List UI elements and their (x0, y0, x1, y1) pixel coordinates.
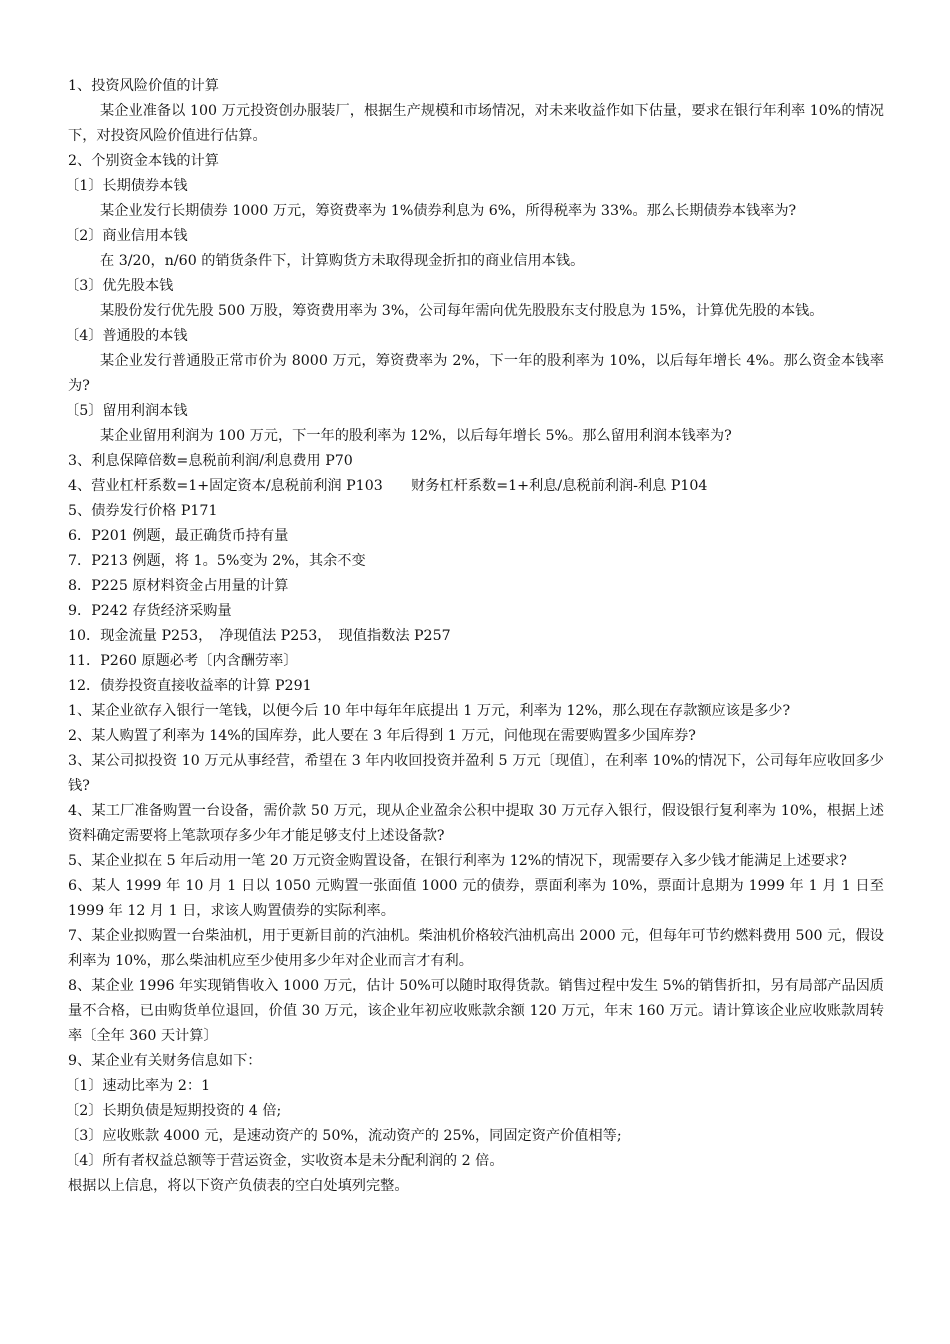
exercise-item: 6、某人 1999 年 10 月 1 日以 1050 元购置一张面值 1000 元的债券，票面利率为 10%，票面计息期为 1999 年 1 月 1 日至 1999 年 12 月 1 日，求该人购置债券的实际利率。 (68, 878, 884, 919)
instruction: 根据以上信息，将以下资产负债表的空白处填列完整。 (68, 1178, 409, 1194)
list-item: 9．P242 存货经济采购量 (68, 603, 232, 619)
condition-item: 〔4〕所有者权益总额等于营运资金，实收资本是未分配利润的 2 倍。 (65, 1153, 504, 1169)
paragraph: 某企业发行长期债券 1000 万元，筹资费率为 1%债券利息为 6%，所得税率为 33%。那么长期债券本钱率为? (100, 203, 797, 219)
subheading: 〔1〕长期债券本钱 (65, 178, 188, 194)
condition-item: 〔2〕长期负债是短期投资的 4 倍; (65, 1103, 282, 1119)
exercise-item: 4、某工厂准备购置一台设备，需价款 50 万元，现从企业盈余公积中提取 30 万元存入银行，假设银行复利率为 10%，根据上述资料确定需要将上笔款项存多少年才能足够支付上述设备款? (68, 803, 884, 844)
heading-1: 1、投资风险价值的计算 (68, 78, 219, 94)
exercise-item: 3、某公司拟投资 10 万元从事经营，希望在 3 年内收回投资并盈利 5 万元〔现值〕，在利率 10%的情况下，公司每年应收回多少钱? (68, 753, 884, 794)
condition-item: 〔1〕速动比率为 2：1 (65, 1078, 211, 1094)
exercise-item: 5、某企业拟在 5 年后动用一笔 20 万元资金购置设备，在银行利率为 12%的情况下，现需要存入多少钱才能满足上述要求? (68, 853, 847, 869)
subheading: 〔4〕普通股的本钱 (65, 328, 188, 344)
document-body (65, 74, 884, 1199)
paragraph: 某股份发行优先股 500 万股，筹资费用率为 3%，公司每年需向优先股股东支付股息为 15%，计算优先股的本钱。 (100, 303, 824, 319)
exercise-item: 1、某企业欲存入银行一笔钱，以便今后 10 年中每年年底提出 1 万元，利率为 12%，那么现在存款额应该是多少? (68, 703, 791, 719)
exercise-item: 9、某企业有关财务信息如下： (68, 1053, 262, 1069)
subheading: 〔3〕优先股本钱 (65, 278, 174, 294)
paragraph: 在 3/20，n/60 的销货条件下，计算购货方未取得现金折扣的商业信用本钱。 (100, 253, 585, 269)
list-item: 5、债券发行价格 P171 (68, 503, 218, 519)
heading-2: 2、个别资金本钱的计算 (68, 153, 219, 169)
paragraph: 某企业发行普通股正常市价为 8000 万元，筹资费率为 2%，下一年的股利率为 10%，以后每年增长 4%。那么资金本钱率为? (68, 353, 884, 394)
list-item: 3、利息保障倍数=息税前利润/利息费用 P70 (68, 453, 353, 469)
paragraph: 某企业留用利润为 100 万元，下一年的股利率为 12%，以后每年增长 5%。那么留用利润本钱率为? (100, 428, 732, 444)
list-item: 7．P213 例题，将 1。5%变为 2%，其余不变 (68, 553, 366, 569)
list-item: 6．P201 例题，最正确货币持有量 (68, 528, 289, 544)
list-item: 10．现金流量 P253， 净现值法 P253， 现值指数法 P257 (68, 628, 451, 644)
exercise-item: 7、某企业拟购置一台柴油机，用于更新目前的汽油机。柴油机价格较汽油机高出 2000 元，但每年可节约燃料费用 500 元，假设利率为 10%，那么柴油机应至少使用多少年对企业而言才有利。 (68, 928, 884, 969)
condition-item: 〔3〕应收账款 4000 元，是速动资产的 50%，流动资产的 25%，同固定资产价值相等; (65, 1128, 622, 1144)
exercise-item: 8、某企业 1996 年实现销售收入 1000 万元，估计 50%可以随时取得货款。销售过程中发生 5%的销售折扣，另有局部产品因质量不合格，已由购货单位退回，价值 30 万元，该企业年初应收账款余额 120 万元，年末 160 万元。请计算该企业应收账款周转率〔全年 360 天计算〕 (68, 978, 884, 1044)
list-item: 8．P225 原材料资金占用量的计算 (68, 578, 289, 594)
list-item: 4、营业杠杆系数=1+固定资本/息税前利润 P103 财务杠杆系数=1+利息/息税前利润-利息 P104 (68, 478, 708, 494)
paragraph: 某企业准备以 100 万元投资创办服装厂，根据生产规模和市场情况，对未来收益作如下估量，要求在银行年利率 10%的情况下，对投资风险价值进行估算。 (68, 103, 884, 144)
subheading: 〔5〕留用利润本钱 (65, 403, 188, 419)
subheading: 〔2〕商业信用本钱 (65, 228, 188, 244)
exercise-item: 2、某人购置了利率为 14%的国库券，此人要在 3 年后得到 1 万元，问他现在需要购置多少国库券? (68, 728, 696, 744)
list-item: 11．P260 原题必考〔内含酬劳率〕 (68, 653, 298, 669)
list-item: 12．债券投资直接收益率的计算 P291 (68, 678, 312, 694)
